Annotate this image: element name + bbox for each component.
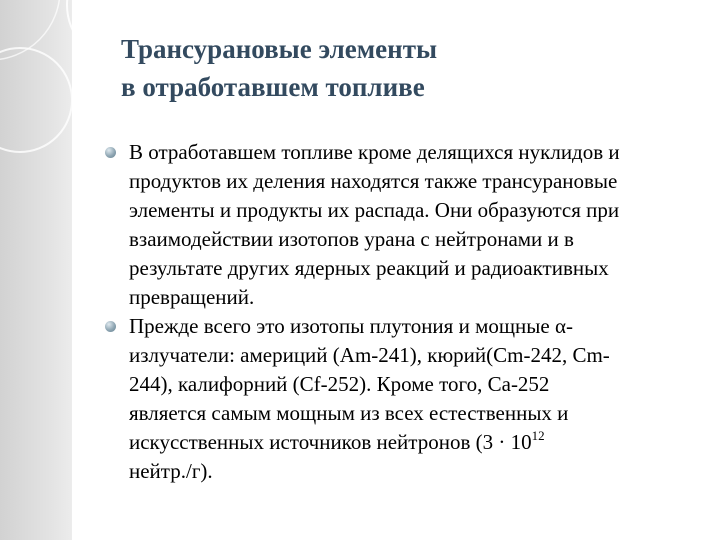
bullet-item-2 [104, 312, 704, 486]
bullet-text-2-tail: нейтр./г). [129, 459, 213, 483]
bullet-text-1: В отработавшем топливе кроме делящихся нуклидов и продуктов их деления находятся также трансурановые элементы и продукты их распада. Они образуются при взаимодействии изотопов урана с нейтронами и в результате других ядерных реакций и радиоактивных превращений. [129, 140, 620, 309]
slide-title [121, 30, 681, 106]
title-line-2: в отработавшем топливе [121, 72, 425, 102]
bullet-text-2 [129, 312, 704, 486]
bullet-dot-icon [105, 147, 116, 158]
exponent: 12 [531, 428, 545, 443]
title-line-1: Трансурановые элементы [121, 34, 438, 64]
bullet-item-1 [104, 138, 704, 312]
bullet-text-2-main: Прежде всего это изотопы плутония и мощные α- излучатели: америций (Am-241), кюрий(Cm-242, Cm- 244), калифорний (Cf-252). Кроме того, Ca-252 является самым мощным из всех естественных и искусственных источников нейтронов (3 · 10 [129, 314, 610, 454]
slide-body [104, 138, 704, 486]
bullet-dot-icon [105, 321, 116, 332]
